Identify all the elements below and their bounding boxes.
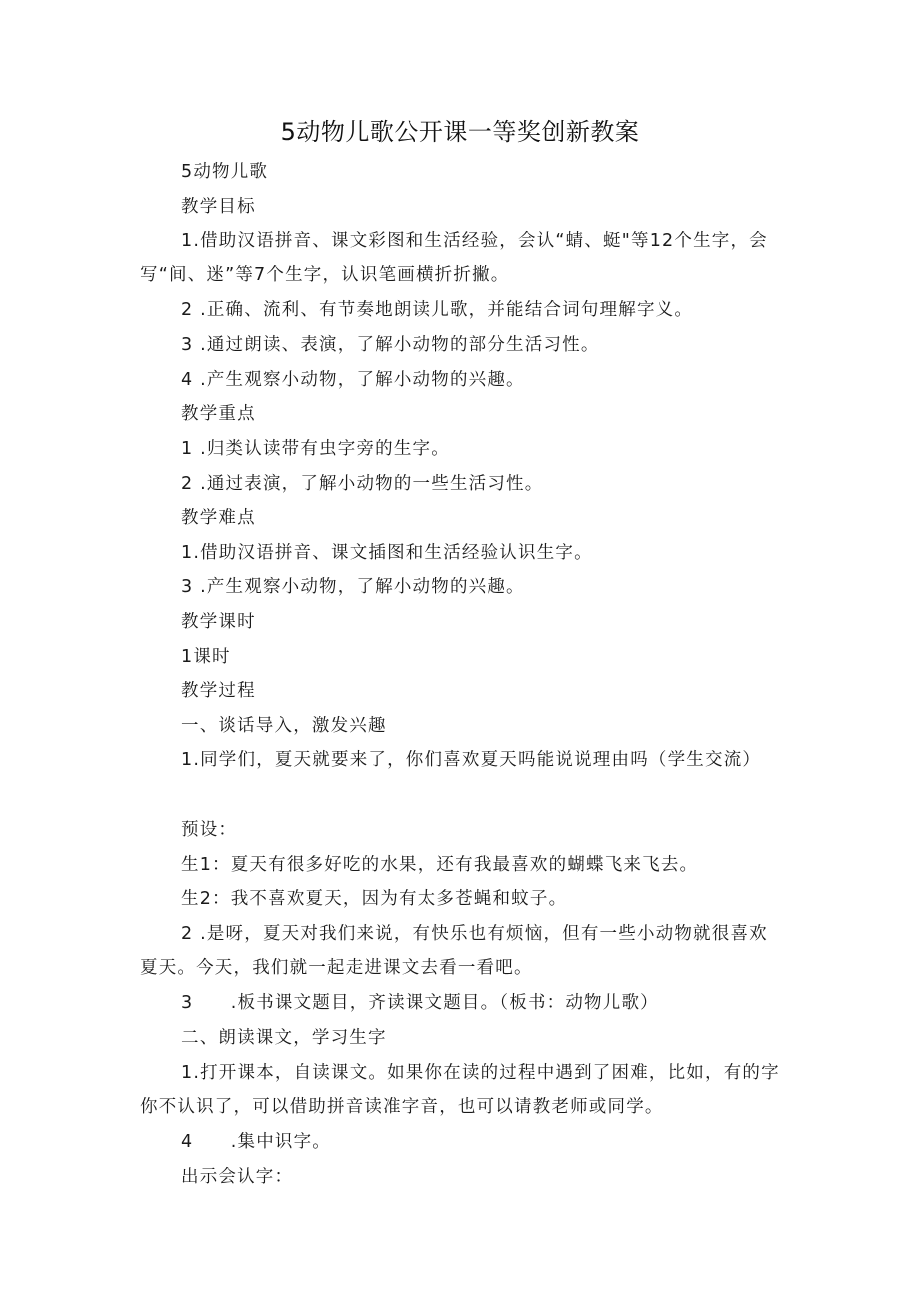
process-paragraph-3: 3 .板书课文题目，齐读课文题目。（板书：动物儿歌） bbox=[181, 993, 659, 1013]
process-paragraph-5: 4 .集中识字。 bbox=[181, 1132, 331, 1152]
goal-item-1: 1.借助汉语拼音、课文彩图和生活经验，会认“蜻、蜓"等12个生字，会写“间、迷”等7个生字，认识笔画横折折撇。 bbox=[140, 231, 768, 285]
section-heading-periods: 教学课时 bbox=[181, 612, 256, 632]
section-heading-process: 教学过程 bbox=[181, 681, 256, 701]
process-paragraph-2: 2 .是呀，夏天对我们来说，有快乐也有烦恼，但有一些小动物就很喜欢夏天。今天，我们就一起走进课文去看一看吧。 bbox=[140, 924, 768, 978]
period-count: 1课时 bbox=[181, 647, 231, 667]
process-step-1-heading: 一、谈话导入，激发兴趣 bbox=[181, 716, 387, 736]
lesson-name: 5动物儿歌 bbox=[181, 162, 269, 182]
section-heading-difficulties: 教学难点 bbox=[181, 508, 256, 528]
key-point-2: 2 .通过表演，了解小动物的一些生活习性。 bbox=[181, 474, 544, 494]
process-step-2-heading: 二、朗读课文，学习生字 bbox=[181, 1028, 387, 1048]
difficulty-1: 1.借助汉语拼音、课文插图和生活经验认识生字。 bbox=[181, 543, 593, 563]
recognition-chars-label: 出示会认字： bbox=[181, 1167, 294, 1187]
goal-item-4: 4 .产生观察小动物，了解小动物的兴趣。 bbox=[181, 370, 525, 390]
preset-label: 预设： bbox=[181, 820, 238, 840]
difficulty-2: 3 .产生观察小动物，了解小动物的兴趣。 bbox=[181, 577, 525, 597]
process-paragraph-1: 1.同学们，夏天就要来了，你们喜欢夏天吗能说说理由吗（学生交流） bbox=[181, 750, 762, 770]
key-point-1: 1 .归类认读带有虫字旁的生字。 bbox=[181, 439, 450, 459]
section-heading-goals: 教学目标 bbox=[181, 197, 256, 217]
goal-item-3: 3 .通过朗读、表演，了解小动物的部分生活习性。 bbox=[181, 335, 600, 355]
process-paragraph-4: 1.打开课本，自读课文。如果你在读的过程中遇到了困难，比如，有的字你不认识了，可以借助拼音读准字音，也可以请教老师或同学。 bbox=[140, 1063, 780, 1117]
goal-item-2: 2 .正确、流利、有节奏地朗读儿歌，并能结合词句理解字义。 bbox=[181, 300, 694, 320]
student-answer-2: 生2：我不喜欢夏天，因为有太多苍蝇和蚊子。 bbox=[181, 889, 568, 909]
student-answer-1: 生1：夏天有很多好吃的水果，还有我最喜欢的蝴蝶飞来飞去。 bbox=[181, 855, 699, 875]
section-heading-key-points: 教学重点 bbox=[181, 404, 256, 424]
document-title: 5动物儿歌公开课一等奖创新教案 bbox=[280, 118, 640, 146]
